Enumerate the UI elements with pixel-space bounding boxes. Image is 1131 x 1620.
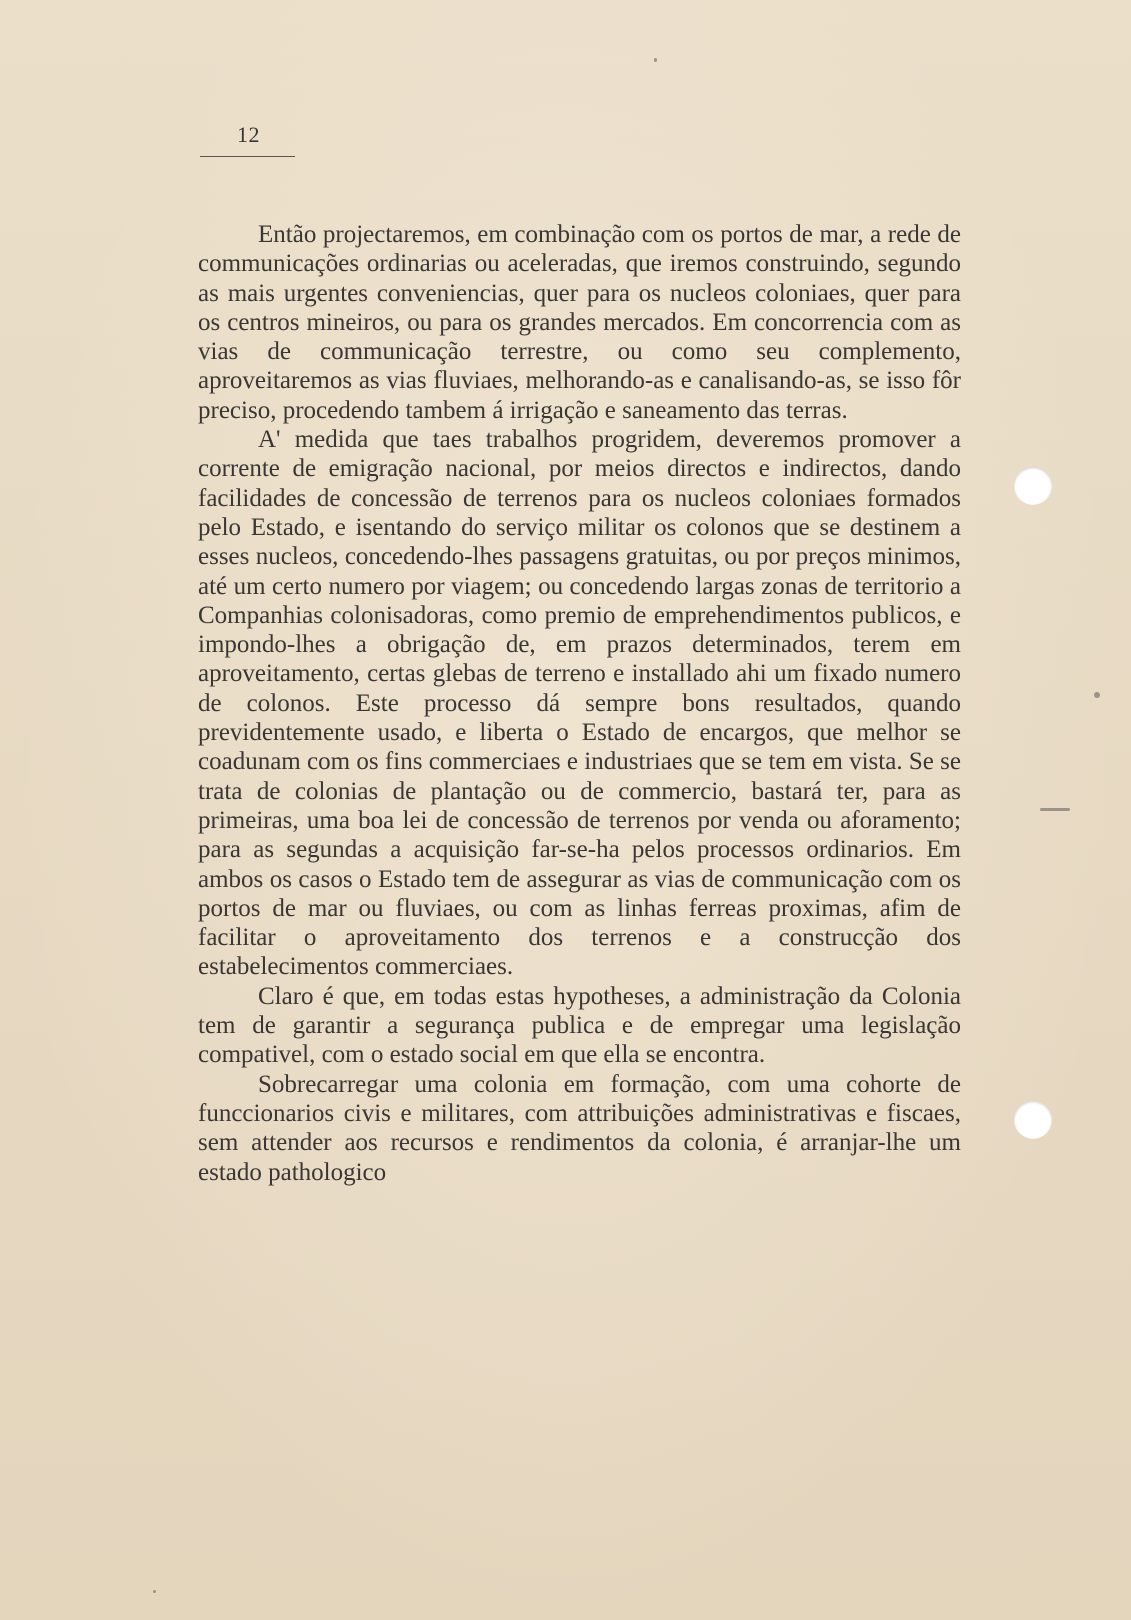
paragraph: Claro é que, em todas estas hypotheses, a administração da Colonia tem de garantir a segurança publica e de empregar uma legislação compativel, com o estado social em que ella se encontra. [198,982,961,1069]
paper-speck [1040,808,1070,811]
page-number: 12 [237,122,260,147]
paragraph: A' medida que taes trabalhos progridem, deveremos promover a corrente de emigração nacional, por meios directos e indirectos, dando facilidades de concessão de terrenos para os nucleos coloniaes formados pelo Estado, e isentando do serviço militar os colonos que se destinem a esses nucleos, concedendo-lhes passagens gratuitas, ou por preços minimos, até um certo numero por viagem; ou concedendo largas zonas de territorio a Companhias colonisadoras, como premio de emprehendimentos publicos, e impondo-lhes a obrigação de, em prazos determinados, terem em aproveitamento, certas glebas de terreno e installado ahi um fixado numero de colonos. Este processo dá sempre bons resultados, quando previdentemente usado, e liberta o Estado de encargos, que melhor se coadunam com os fins commerciaes e industriaes que se tem em vista. Se se trata de colonias de plantação ou de commercio, bastará ter, para as primeiras, uma boa lei de concessão de terrenos por venda ou aforamento; para as segundas a acquisição far-se-ha pelos processos ordinarios. Em ambos os casos o Estado tem de assegurar as vias de communicação com os portos de mar ou fluviaes, ou com as linhas ferreas proximas, afim de facilitar o aproveitamento dos terrenos e a construcção dos estabelecimentos commerciaes. [198,426,961,981]
paper-speck [654,58,657,62]
paper-speck [1094,692,1100,698]
header-rule [200,156,295,157]
punch-hole [1014,467,1052,505]
paragraph: Sobrecarregar uma colonia em formação, com uma cohorte de funccionarios civis e militares, com attribuições administrativas e fiscaes, sem attender aos recursos e rendimentos da colonia, é arranjar-lhe um estado pathologico [198,1070,961,1186]
paragraph: Então projectaremos, em combinação com os portos de mar, a rede de communicações ordinarias ou aceleradas, que iremos construindo, segundo as mais urgentes conveniencias, quer para os nucleos coloniaes, quer para os centros mineiros, ou para os grandes mercados. Em concorrencia com as vias de communicação terrestre, ou como seu complemento, aproveitaremos as vias fluviaes, melhorando-as e canalisando-as, se isso fôr preciso, procedendo tambem á irrigação e saneamento das terras. [198,221,961,424]
paper-speck [153,1590,156,1593]
punch-hole [1014,1101,1052,1139]
body-text [198,220,961,1187]
